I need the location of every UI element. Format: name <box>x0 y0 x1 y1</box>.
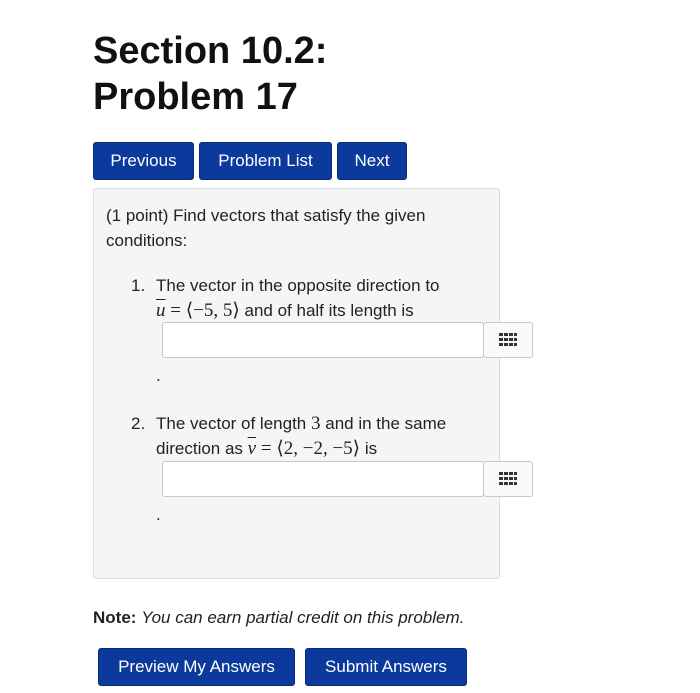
page-title-line2: Problem 17 <box>93 76 298 118</box>
item-1-vector-value: ⟨−5, 5⟩ <box>185 300 240 321</box>
item-2-equals: = <box>260 438 272 459</box>
matrix-grid-icon <box>499 472 517 486</box>
problem-points: (1 point) <box>106 206 169 225</box>
matrix-grid-icon <box>499 333 517 347</box>
item-1-end-mark: . <box>156 366 161 385</box>
item-2-vector-value: ⟨2, −2, −5⟩ <box>276 438 361 459</box>
page-title <box>93 28 513 120</box>
problem-intro <box>106 203 486 253</box>
item-1-number: 1. <box>131 276 146 295</box>
previous-button[interactable]: Previous <box>93 142 194 180</box>
item-1-equals: = <box>170 300 181 321</box>
item-2-answer-input[interactable] <box>162 461 484 497</box>
page-title-line1: Section 10.2: <box>93 30 328 72</box>
note-label: Note: <box>93 608 137 627</box>
note-text: You can earn partial credit on this problem. <box>141 608 465 627</box>
item-1-text-after: and of half its length is <box>244 301 414 320</box>
item-1-answer-input[interactable] <box>162 322 484 358</box>
item-2-length: 3 <box>311 413 321 434</box>
problem-panel <box>93 188 500 579</box>
item-2-text <box>156 411 486 461</box>
item-1-matrix-button[interactable] <box>483 322 533 358</box>
submit-answers-button[interactable]: Submit Answers <box>305 648 467 686</box>
item-2-vector-name: $\overline{v}$ <box>247 438 257 459</box>
item-2-text-middle: and in the same direction as <box>156 414 447 458</box>
item-1-vector-name: $\overline{u}$ <box>156 300 166 321</box>
preview-answers-button[interactable]: Preview My Answers <box>98 648 295 686</box>
next-button[interactable]: Next <box>337 142 407 180</box>
problem-intro-text: Find vectors that satisfy the given conditions: <box>106 206 426 250</box>
item-1-text <box>156 273 486 323</box>
item-2-number: 2. <box>131 414 146 433</box>
item-2-matrix-button[interactable] <box>483 461 533 497</box>
item-2-text-before: The vector of length <box>156 414 307 433</box>
item-1-text-before: The vector in the opposite direction to <box>156 276 440 295</box>
item-2-end-mark: . <box>156 505 161 524</box>
item-2-text-after: is <box>364 439 378 458</box>
problem-list-button[interactable]: Problem List <box>199 142 332 180</box>
partial-credit-note <box>93 606 464 630</box>
